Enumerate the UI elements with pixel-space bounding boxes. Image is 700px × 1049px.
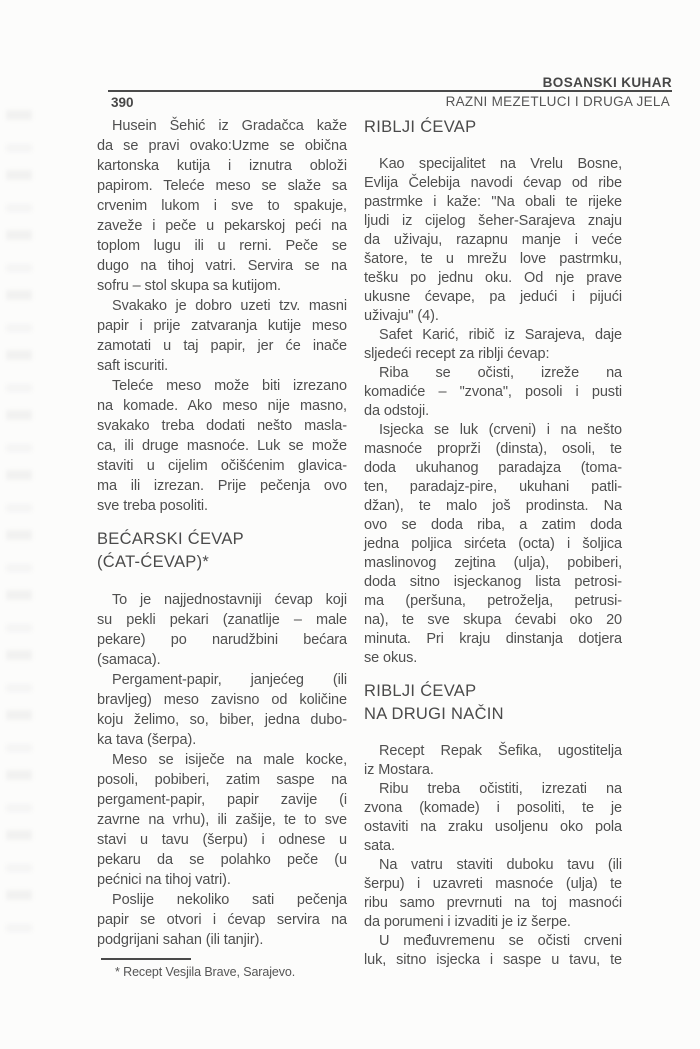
- recipe-heading: [97, 528, 347, 574]
- text-line: posoli, pobiberi, zatim saspe na: [97, 772, 347, 788]
- text-line: minuta. Pri kraju dinstanja dotjera: [364, 631, 622, 647]
- footnote-text: * Recept Vesjila Brave, Sarajevo.: [115, 965, 296, 979]
- paragraph: [364, 155, 622, 326]
- text-line: Safet Karić, ribič iz Sarajeva, daje: [379, 327, 622, 343]
- text-line: pastrmke i kaže: "Na obali te rijeke: [364, 194, 622, 210]
- text-line: sofru – stol skupa sa kutijom.: [97, 278, 281, 294]
- text-line: Meso se isiječe na male kocke,: [112, 752, 347, 768]
- text-line: Svakako je dobro uzeti tzv. masni: [112, 298, 347, 314]
- text-line: saft iscuriti.: [97, 358, 169, 374]
- text-line: svakako treba dodati nešto masla-: [97, 418, 347, 434]
- text-line: zamotati u taj papir, jer će inače: [97, 338, 347, 354]
- text-line: ribu samo prevrnuti na toj masnoći: [364, 895, 622, 911]
- text-line: kartonska kutija i iznutra obloži: [97, 158, 347, 174]
- text-line: Kao specijalitet na Vrelu Bosne,: [379, 156, 622, 172]
- paragraph: [97, 890, 347, 950]
- heading-line: NA DRUGI NAČIN: [364, 705, 504, 723]
- text-line: šerpu) i uzavreti masnoće (ulja) te: [364, 876, 622, 892]
- text-line: maslinovog zejtina (ulja), pobiberi,: [364, 555, 622, 571]
- text-line: stavi u tavu (šerpu) i odnese u: [97, 832, 347, 848]
- text-line: Pergament-papir, janjećeg (ili: [112, 672, 347, 688]
- heading-line: RIBLJI ĆEVAP: [364, 118, 477, 136]
- text-line: doda ukuhanog paradajza (toma-: [364, 460, 622, 476]
- text-line: sve treba posoliti.: [97, 498, 208, 514]
- book-title: BOSANSKI KUHAR: [542, 75, 672, 90]
- text-line: staviti u cijelim očišćenim glavica-: [97, 458, 347, 474]
- text-line: zaveže i peče u pekarskoj peći na: [97, 218, 347, 234]
- text-line: da uživaju, razapnu manje i veće: [364, 232, 622, 248]
- text-line: na), te sve skupa ćevabi oko 20: [364, 612, 622, 628]
- text-line: pećnici na tihoj vatri).: [97, 872, 231, 888]
- text-line: iz Mostara.: [364, 762, 434, 778]
- heading-line: (ĆAT-ĆEVAP)*: [97, 553, 210, 571]
- text-line: masnoće proprži (dinsta), osoli, te: [364, 441, 622, 457]
- text-line: su pekli pekari (zanatlije – male: [97, 612, 347, 628]
- right-column: [364, 114, 622, 970]
- text-line: Husein Šehić iz Gradačca kaže: [112, 118, 347, 134]
- text-line: Isjecka se luk (crveni) i na nešto: [379, 422, 622, 438]
- text-line: pekaru da se polahko peče (u: [97, 852, 347, 868]
- text-line: ukusne ćevape, pa jedući i pijući: [364, 289, 622, 305]
- paragraph: [97, 590, 347, 670]
- text-line: Ribu treba očistiti, izrezati na: [379, 781, 622, 797]
- text-line: Recept Repak Šefika, ugostitelja: [379, 743, 622, 759]
- paragraph: [364, 421, 622, 668]
- text-line: (samaca).: [97, 652, 161, 668]
- text-line: pekare) po narudžbini bećara: [97, 632, 347, 648]
- paragraph: [364, 780, 622, 856]
- footnote: [97, 958, 347, 981]
- text-line: ca, ili druge masnoće. Luk se može: [97, 438, 347, 454]
- text-line: jedna poljica sirćeta (octa) i šoljica: [364, 536, 622, 552]
- heading-line: BEĆARSKI ĆEVAP: [97, 530, 244, 548]
- text-line: podgrijani sahan (ili tanjir).: [97, 932, 264, 948]
- text-line: Poslije nekoliko sati pečenja: [112, 892, 347, 908]
- text-line: Teleće meso može biti izrezano: [112, 378, 347, 394]
- left-column: [97, 114, 347, 981]
- text-line: uživaju" (4).: [364, 308, 439, 324]
- paragraph: [97, 376, 347, 516]
- text-line: džan), te malo još prodinsta. Na: [364, 498, 622, 514]
- header-rule: [108, 90, 672, 92]
- text-line: To je najjednostavniji ćevap koji: [112, 592, 347, 608]
- text-line: da se pravi ovako:Uzme se obična: [97, 138, 347, 154]
- paragraph: [97, 116, 347, 296]
- text-line: se okus.: [364, 650, 418, 666]
- text-line: papir se otvori i ćevap servira na: [97, 912, 347, 928]
- text-line: toplom lugu ili u rerni. Peče se: [97, 238, 347, 254]
- section-title: RAZNI MEZETLUCI I DRUGA JELA: [445, 94, 670, 109]
- text-line: Na vatru staviti duboku tavu (ili: [379, 857, 622, 873]
- scan-noise: [6, 110, 32, 950]
- text-line: luk, sitno isjecka i saspe u tavu, te: [364, 952, 622, 968]
- text-line: zavrne na vrhu), ili zašije, te to sve: [97, 812, 347, 828]
- text-line: koju želimo, so, biber, jedna dubo-: [97, 712, 347, 728]
- paragraph: [97, 296, 347, 376]
- text-line: dugo na tihoj vatri. Servira se na: [97, 258, 347, 274]
- text-line: ten, paradajz-pire, ukuhani patli-: [364, 479, 622, 495]
- text-line: crvenim lukom i sve to spakuje,: [97, 198, 347, 214]
- text-line: ka tava (šerpa).: [97, 732, 197, 748]
- paragraph: [97, 750, 347, 890]
- text-line: tešku po jednu oku. Od nje prave: [364, 270, 622, 286]
- text-line: ma (peršuna, petroželja, petrusi-: [364, 593, 622, 609]
- text-line: na komade. Ako meso nije masno,: [97, 398, 347, 414]
- paragraph: [364, 364, 622, 421]
- text-line: Evlija Čelebija navodi ćevap od ribe: [364, 175, 622, 191]
- text-line: sljedeći recept za riblji ćevap:: [364, 346, 550, 362]
- text-line: zvona (komade) i posoliti, te je: [364, 800, 622, 816]
- text-line: ljudi iz cijelog šeher-Sarajeva znaju: [364, 213, 622, 229]
- text-line: da odstoji.: [364, 403, 429, 419]
- text-line: papir i prije zatvaranja kutije meso: [97, 318, 347, 334]
- text-line: komadiće – "zvona", posoli i pusti: [364, 384, 622, 400]
- text-line: papirom. Teleće meso se slaže sa: [97, 178, 347, 194]
- text-line: bravljeg) meso zavisno od količine: [97, 692, 347, 708]
- text-line: ma ili izrezan. Prije pečenja ovo: [97, 478, 347, 494]
- text-line: pergament-papir, papir zavije (i: [97, 792, 347, 808]
- paragraph: [364, 932, 622, 970]
- text-line: U međuvremenu se očisti crveni: [379, 933, 622, 949]
- paragraph: [97, 670, 347, 750]
- text-line: da porumeni i izvaditi je iz šerpe.: [364, 914, 571, 930]
- text-line: ovo se doda riba, a zatim doda: [364, 517, 622, 533]
- heading-line: RIBLJI ĆEVAP: [364, 682, 477, 700]
- footnote-rule: [101, 958, 191, 960]
- recipe-heading: [364, 116, 622, 139]
- text-line: doda sitno isjeckanog lista petrosi-: [364, 574, 622, 590]
- recipe-heading: [364, 680, 622, 726]
- text-line: Riba se očisti, izreže na: [379, 365, 622, 381]
- paragraph: [364, 856, 622, 932]
- paragraph: [364, 742, 622, 780]
- text-line: ostaviti na zraku usoljenu oko pola: [364, 819, 622, 835]
- paragraph: [364, 326, 622, 364]
- text-line: sata.: [364, 838, 395, 854]
- text-line: šatore, te u mrežu love pastrmku,: [364, 251, 622, 267]
- page-number: 390: [111, 95, 134, 110]
